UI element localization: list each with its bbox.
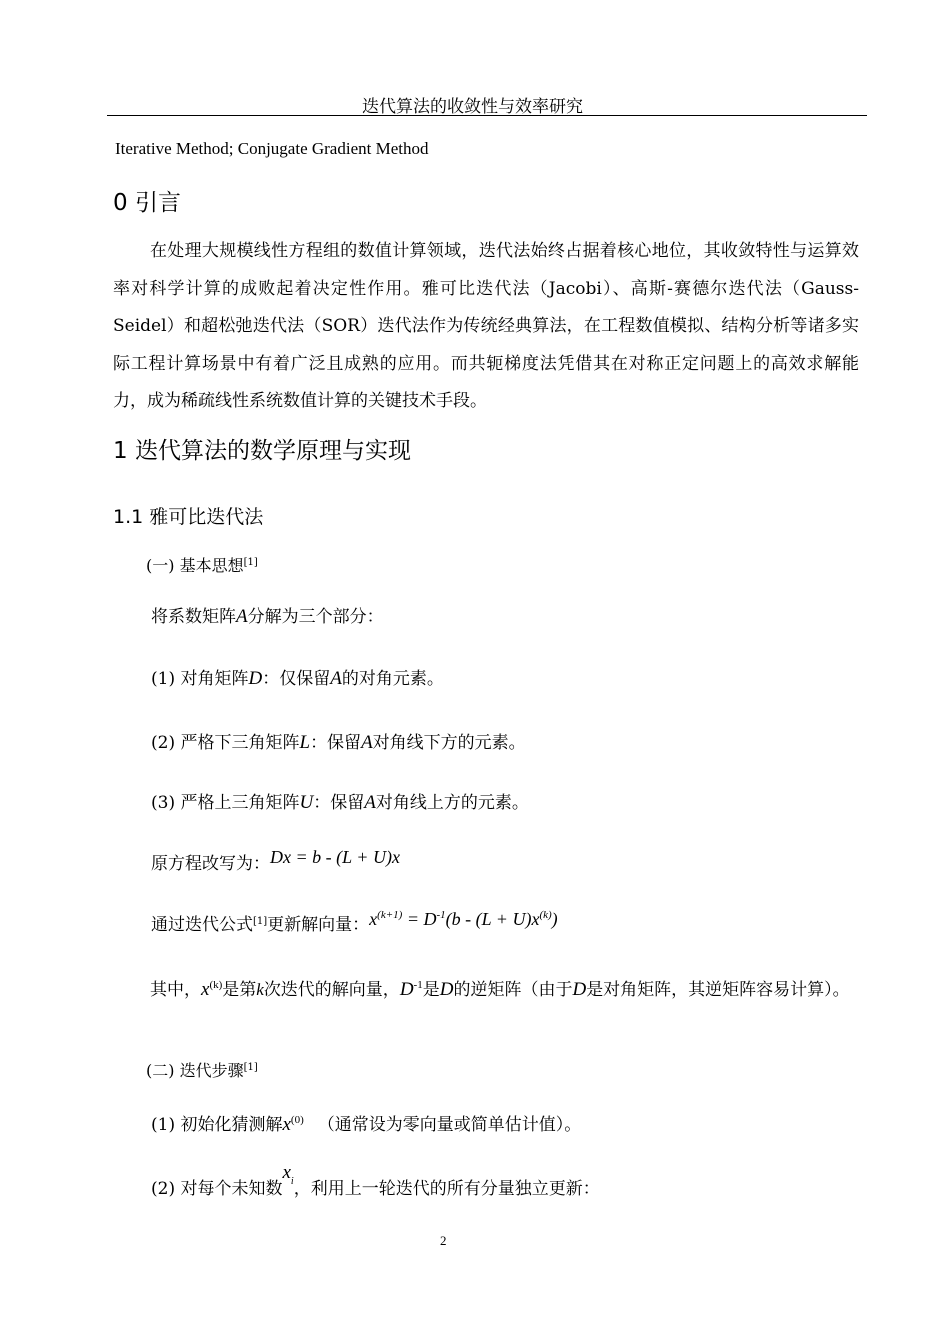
basic-idea-subheading: (一) 基本思想[1]: [146, 556, 258, 575]
rewrite-line: 原方程改写为：Dx = b - (L + U)x: [151, 847, 400, 874]
section-1-heading: 1 迭代算法的数学原理与实现: [113, 438, 411, 464]
intro-paragraph: 在处理大规模线性方程组的数值计算领域，迭代法始终占据着核心地位，其收敛特性与运算效率对科学计算的成败起着决定性作用。雅可比迭代法（Jacobi）、高斯-赛德尔迭代法（Gauss-Seidel）和超松弛迭代法（SOR）迭代法作为传统经典算法，在工程数值模拟、结构分析等诸多实际工程计算场景中有着广泛且成熟的应用。而共轭梯度法凭借其在对称正定问题上的高效求解能力，成为稀疏线性系统数值计算的关键技术手段。: [113, 241, 859, 412]
item-1: (1) 对角矩阵D：仅保留A的对角元素。: [151, 668, 444, 689]
iteration-formula: $x^{(k+1)} = D^{-1}(b - (L + U)x^{(k)})$: [369, 909, 558, 929]
step-1: (1) 初始化猜测解$x^{(0)}$ （通常设为零向量或简单估计值）。: [151, 1114, 582, 1135]
matrix-symbol: U: [299, 792, 314, 813]
update-line: 通过迭代公式[1]更新解向量：$x^{(k+1)} = D^{-1}(b - (L + U)x^{(k)})$: [151, 909, 558, 935]
keywords-line: Iterative Method; Conjugate Gradient Method: [115, 139, 429, 158]
header-rule: [107, 115, 867, 116]
steps-subheading: (二) 迭代步骤[1]: [146, 1061, 258, 1080]
step-2: (2) 对每个未知数$x^i$，利用上一轮迭代的所有分量独立更新：: [151, 1162, 600, 1199]
matrix-symbol: A: [364, 792, 376, 813]
running-header: 迭代算法的收敛性与效率研究: [362, 97, 583, 117]
item-2: (2) 严格下三角矩阵L：保留A对角线下方的元素。: [151, 732, 526, 753]
matrix-symbol: A: [361, 732, 373, 753]
matrix-symbol: A: [236, 606, 248, 627]
page-number: 2: [440, 1233, 447, 1248]
decompose-line: 将系数矩阵A分解为三个部分：: [151, 606, 384, 627]
section-1-1-heading: 1.1 雅可比迭代法: [113, 506, 264, 528]
matrix-symbol: A: [330, 668, 342, 689]
item-3: (3) 严格上三角矩阵U：保留A对角线上方的元素。: [151, 792, 529, 813]
matrix-symbol: L: [299, 732, 311, 753]
where-paragraph: 其中，$x^{(k)}$是第k次迭代的解向量，$D^{-1}$是D的逆矩阵（由于D是对角矩阵，其逆矩阵容易计算）。: [150, 979, 850, 1000]
intro-heading: 0 引言: [113, 190, 181, 216]
matrix-symbol: D: [248, 668, 263, 689]
citation-ref: [1]: [253, 916, 268, 927]
citation-ref: [1]: [243, 557, 258, 568]
equation: Dx = b - (L + U)x: [270, 847, 400, 867]
citation-ref: [1]: [243, 1062, 258, 1073]
